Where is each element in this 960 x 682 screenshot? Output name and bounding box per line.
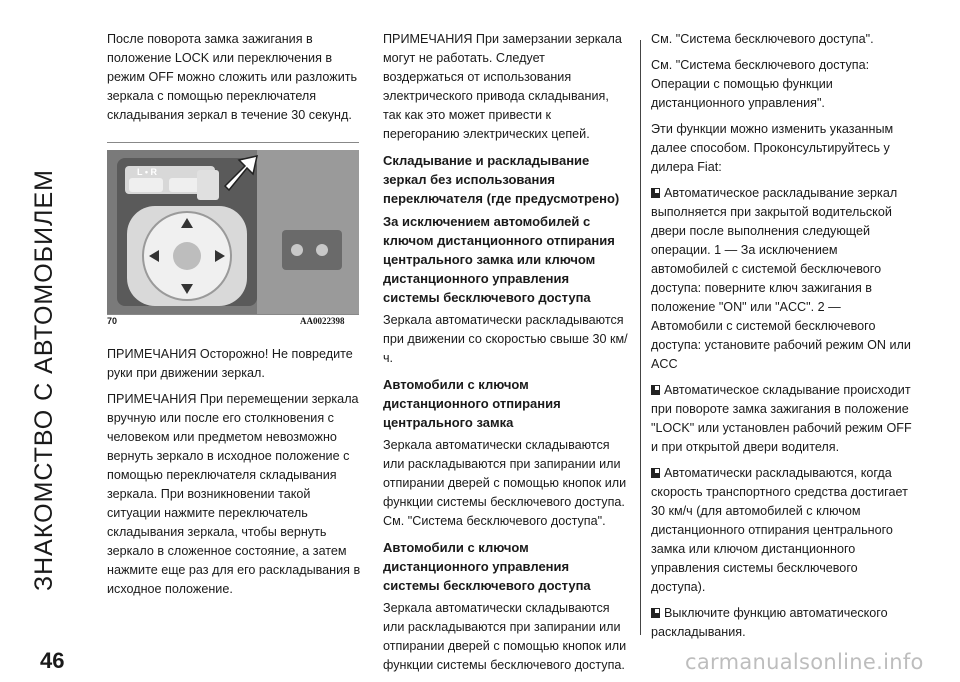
- figure-code: AA0022398: [300, 316, 345, 326]
- column-1-notes: [107, 345, 365, 606]
- option-auto-fold: [651, 381, 913, 457]
- option-auto-unfold-text: Автоматическое раскладывание зеркал выполняется при закрытой водительской двери после выполнения следующей операции. 1 — За исключением автомобилей с системой бесключевого доступа: поверните ключ зажигания в положение "ON" или "ACC". 2 — Автомобили с системой бесключевого доступа: установите рабочий режим ON или ACC: [651, 186, 911, 371]
- remote-key-paragraph: Зеркала автоматически складываются или раскладываются при запирании или отпирании дверей с помощью кнопок или функции системы бесключевого доступа. См. "Система бесключевого доступа".: [383, 438, 627, 528]
- see-remote-ops-ref: См. "Система бесключевого доступа: Операции с помощью функции дистанционного управления".: [651, 58, 870, 110]
- side-section-title: [22, 30, 62, 650]
- checkbox-bullet-icon: [651, 468, 660, 478]
- checkbox-bullet-icon: [651, 188, 660, 198]
- dealer-paragraph: Эти функции можно изменить указанным далее способом. Проконсультируйтесь у дилера Fiat:: [651, 122, 894, 174]
- section-heading-no-switch: Складывание и раскладывание зеркал без использования переключателя (где предусмотрено): [383, 153, 620, 206]
- intro-paragraph: После поворота замка зажигания в положение LOCK или переключения в режим OFF можно сложить или разложить зеркала с помощью переключателя складывания зеркал в течение 30 секунд.: [107, 32, 358, 122]
- svg-text:L • R: L • R: [137, 167, 157, 177]
- subheading-except-keyless: За исключением автомобилей с ключом дистанционного отпирания центрального замка или ключом дистанционного управления системы бесключевого доступа: [383, 214, 615, 305]
- see-keyless-ref: См. "Система бесключевого доступа".: [651, 32, 874, 46]
- figure-bottom-rule: [107, 314, 359, 315]
- column-2: [383, 30, 629, 682]
- speed-unfold-paragraph: Зеркала автоматически раскладываются при движении со скоростью свыше 30 км/ч.: [383, 313, 628, 365]
- column-divider: [640, 40, 641, 635]
- column-3: [651, 30, 913, 649]
- subheading-keyless-remote: Автомобили с ключом дистанционного управления системы бесключевого доступа: [383, 540, 591, 593]
- side-section-title-text: ЗНАКОМСТВО С АВТОМОБИЛЕМ: [30, 169, 58, 591]
- option-speed-unfold-text: Автоматически раскладываются, когда скорость транспортного средства достигает 30 км/ч (для автомобилей с ключом дистанционного отпирания центрального замка или ключом дистанционного управления системы бесключевого доступа).: [651, 466, 908, 594]
- watermark: carmanualsonline.info: [685, 650, 924, 674]
- figure-top-rule: [107, 142, 359, 143]
- column-1: [107, 30, 365, 132]
- freezing-note: ПРИМЕЧАНИЯ При замерзании зеркала могут не работать. Следует воздержаться от использования электрического привода складывания, так как это может привести к перегоранию электрических цепей.: [383, 32, 622, 141]
- option-disable-text: Выключите функцию автоматического раскладывания.: [651, 606, 888, 639]
- figure-number: 70: [107, 316, 118, 326]
- mirror-switch-illustration: [107, 150, 359, 314]
- checkbox-bullet-icon: [651, 385, 660, 395]
- checkbox-bullet-icon: [651, 608, 660, 618]
- option-speed-unfold: [651, 464, 913, 597]
- subheading-remote-key: Автомобили с ключом дистанционного отпирания центрального замка: [383, 377, 561, 430]
- option-disable: [651, 604, 913, 642]
- option-auto-fold-text: Автоматическое складывание происходит при повороте замка зажигания в положение "LOCK" или установлен рабочий режим OFF и при открытой двери водителя.: [651, 383, 912, 454]
- page-number: 46: [40, 648, 65, 673]
- caution-note: ПРИМЕЧАНИЯ Осторожно! Не повредите руки при движении зеркал.: [107, 347, 353, 380]
- manual-move-note: ПРИМЕЧАНИЯ При перемещении зеркала вручную или после его столкновения с человеком или предметом невозможно вернуть зеркало в исходное положение с помощью переключателя складывания зеркала. При возникновении такой ситуации нажмите переключатель складывания зеркала, чтобы вернуть зеркало в сложенное состояние, а затем нажмите еще раз для его раскладывания в исходное положение.: [107, 392, 361, 596]
- option-auto-unfold: [651, 184, 913, 374]
- keyless-remote-paragraph: Зеркала автоматически складываются или раскладываются при запирании или отпирании дверей с помощью кнопок или функции системы бесключевого доступа.: [383, 601, 627, 672]
